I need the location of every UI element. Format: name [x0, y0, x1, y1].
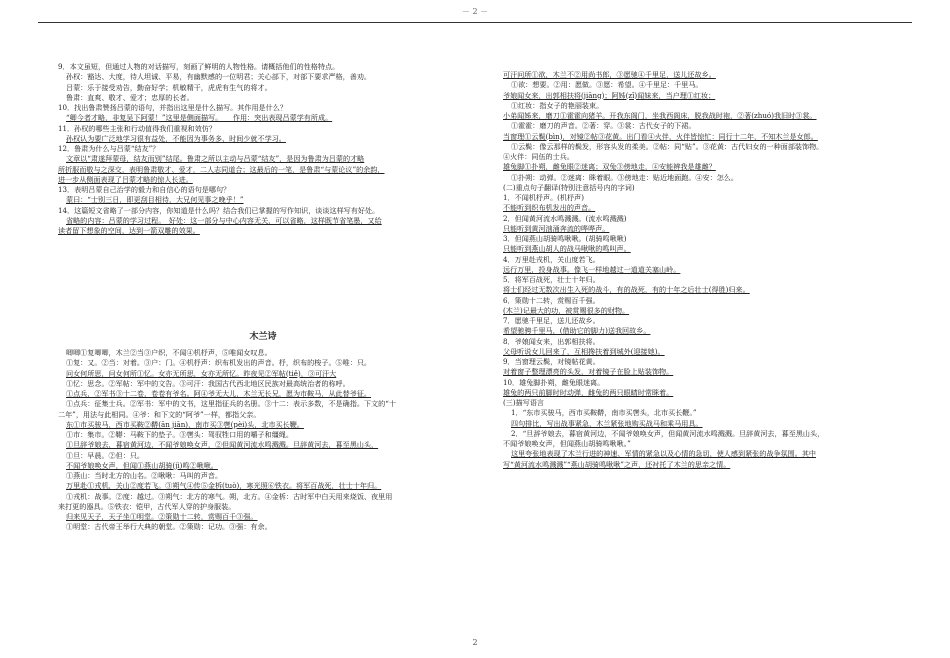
poem-line: 雄兔脚①扑朔，雌兔眼②迷离；双兔③傍地走，④安能辨我是雄雌？ — [503, 162, 716, 172]
answer-14-line1: 省略的内容：吕蒙的学习过程。 好处：这一部分与中心内容无关，可以省略，这样既节省笔墨，又给 — [66, 215, 382, 225]
translation-item: 10．雄兔脚扑朔，雌兔眼迷离。 — [503, 377, 605, 387]
poem-note: 来打更的器具。⑤铁衣：铠甲，古代军人穿的护身服装。 — [58, 501, 236, 511]
poem-line: 唧唧①复唧唧，木兰②当③户织，不闻④机杼声，⑤唯闻女叹息。 — [66, 348, 272, 357]
page-marker: － 2 － — [461, 7, 489, 16]
question-9: 9．本文虽短，但通过人物的对话描写，刻画了鲜明的人物性格。请概括他们的性格特点。 — [58, 62, 340, 71]
answer-9-lusu: 鲁肃：直爽、敬才、爱才；忠厚的长者。 — [66, 92, 194, 102]
poem-line: 可汗问所①欲，木兰不②用尚书郎，③愿驰④千里足，送儿还故乡。 — [503, 70, 716, 79]
translation-item: 8．爷娘闻女来，出郭相扶将。 — [503, 336, 600, 346]
translation-item: 3．但闻燕山胡骑鸣啾啾。(胡骑鸣啾啾) — [503, 234, 627, 243]
description-answer: 四句排比，写出战事紧急，木兰紧张地购买战马和乘马用具。 — [511, 418, 703, 428]
translation-answer: 只能听到黄河汹涌奔流的哗哗声。 — [503, 223, 610, 233]
poem-line: 爷娘闻女来，出郭相扶将(jiāng)；阿姊(zǐ)闻妹来，当户理①红妆； — [503, 90, 716, 100]
left-column — [58, 62, 468, 236]
poem-note: ④火伴：同伍的士兵。 — [503, 152, 574, 161]
poem-line: 问女何所思，问女何所①忆。女亦无所思，女亦无所忆。昨夜见②军帖(tiě)，③可汗大 — [66, 368, 337, 378]
translation-item: 4．万里赴戎机，关山度若飞。 — [503, 254, 600, 264]
description-answer: 写“黄河流水鸣溅溅”“燕山胡骑鸣啾啾”之声，还衬托了木兰的思亲之情。 — [503, 459, 731, 469]
section-heading-translation: (二)重点句子翻译(特别注意括号内的字词) — [503, 182, 635, 192]
answer-11: 孙权认为要广泛地学习很有益处，不能因为事务多、时间少就不学习。 — [66, 133, 286, 143]
description-answer: 这里夸张地表现了木兰行进的神速、军情的紧急以及心情的急切，使人感到紧张的战争氛围。其中 — [511, 449, 817, 459]
section-heading-description: (三)描写语言 — [503, 398, 545, 407]
translation-item: 7．愿驰千里足，送儿还故乡。 — [503, 316, 600, 325]
translation-answer: 希望驰骋千里马，(借助它的脚力)送我回故乡。 — [503, 326, 651, 336]
answer-14-line2: 读者留下想象的空间，达到一箭双雕的效果。 — [58, 226, 200, 235]
question-13: 13．表明吕蒙自己治学的毅力和自信心的语句是哪句？ — [58, 185, 231, 194]
translation-item: 2．但闻黄河流水鸣溅溅。(流水鸣溅溅) — [503, 213, 627, 223]
poem-note: ①霍霍：磨刀的声音。②著：穿。③裳：古代女子的下裙。 — [511, 121, 696, 131]
poem-line: ①旦辞爷娘去，暮宿黄河边，不闻爷娘唤女声，②但闻黄河流水鸣溅溅。旦辞黄河去，暮至黑山头， — [66, 440, 379, 450]
poem-line: 当窗理①云鬓(bìn)，对镜②帖③花黄。出门看④火伴，火伴皆惊忙：同行十二年，不知木兰是女郎。 — [503, 131, 818, 141]
translation-answer: 雄兔的两只前脚时时动弹，雌兔的两只眼睛时常眯着。 — [503, 387, 674, 397]
question-10: 10．找出鲁肃赞扬吕蒙的语句，并指出这里是什么描写。其作用是什么？ — [58, 103, 287, 112]
poem-note: ①点兵：征集士兵。②军书：军中的文书，这里指征兵的名册。③十二：表示多数，不是确指。下文的“十 — [66, 399, 396, 409]
translation-item: 9．当窗理云鬓，对镜帖花黄。 — [503, 357, 600, 366]
poem-note: ①复：又。②当：对着。③户：门。④机杼声：织布机发出的声音。杼，织布的梭子。⑤唯：只。 — [66, 358, 372, 368]
translation-answer: 对着窗子整理漂亮的头发，对着镜子在脸上贴装饰物。 — [503, 367, 674, 377]
question-12: 12．鲁肃为什么与吕蒙“结友”？ — [58, 144, 160, 153]
poem-line: 归来见天子，天子坐①明堂。②策勋十二转，赏赐百千③强。 — [66, 512, 258, 521]
answer-12-line2: 所折服而敬与之深交，表明鲁肃敬才、爱才，二人志同道合；这最后的一笔，是鲁肃“与蒙论议”的余韵， — [58, 164, 385, 174]
poem-note: 二年”，用法与此相同。④爷：和下文的“阿爷”一样，都指父亲。 — [58, 409, 261, 419]
poem-note: ①云鬓：像云那样的鬓发，形容头发的柔美。②帖：同“贴”。③花黄：古代妇女的一种面部装饰物。 — [511, 141, 824, 151]
translation-answer: 只能听到燕山胡人的战马啾啾的鸣叫声。 — [503, 244, 631, 254]
translation-answer: 远行万里，投身战事。像飞一样地越过一道道关塞山岭。 — [503, 264, 681, 274]
answer-12-line1: 文章以“肃遂拜蒙母，结友而别”结尾。鲁肃之所以主动与吕蒙“结友”，是因为鲁肃为吕蒙的才略 — [66, 154, 365, 164]
description-quote: 不闻爷娘唤女声，但闻燕山胡骑鸣啾啾。” — [503, 439, 631, 448]
poem-note: ①戎机：战事。②度：越过。③朔气：北方的寒气。朔，北方。④金柝：古时军中白天用来烧饭、夜里用 — [66, 491, 393, 501]
poem-line: 东①市买骏马，西市买鞍②鞯(ān jiān)，南市买③辔(pèi)头，北市买长鞭。 — [66, 419, 304, 429]
poem-line: 小弟闻姊来，磨刀①霍霍向猪羊。开我东阁门，坐我西阁床，脱我战时袍，②著(zhuó)我旧时③裳。 — [503, 111, 817, 120]
answer-10: “卿今者才略，非复吴下阿蒙！”这里是侧面描写。 作用：突出表现吕蒙学有所成。 — [66, 113, 333, 123]
poem-note: ①市：集市。②鞯：马鞍下的垫子。③辔头：驾驭牲口用的嚼子和缰绳。 — [66, 430, 293, 439]
answer-9-sunquan: 孙权：豁达、大度，待人坦诚、平易，有幽默感的一位明君；关心部下，对部下要求严格，善劝。 — [66, 72, 372, 82]
answer-9-lvmeng: 吕蒙：乐于接受劝告，勤奋好学；机敏精干，虎虎有生气的将才。 — [66, 82, 272, 92]
translation-answer: (木兰)记最大的功，被赏赐很多的财物。 — [503, 305, 630, 315]
poem-note: ①欲：想要。②用：愿做。③愿：希望。④千里足：千里马。 — [511, 80, 703, 90]
poem-note: ①旦：早晨。②但：只。 — [66, 450, 145, 460]
poem-note: ①忆：思念。②军帖：军中的文告。③可汗：我国古代西北地区民族对最高统治者的称呼。 — [66, 378, 350, 388]
poem-title: 木兰诗 — [249, 332, 277, 342]
right-column — [503, 70, 909, 470]
poem-line: 万里赴①戎机，关山②度若飞。③朔气④传⑤金柝(tuò)，寒光照⑥铁衣。将军百战死，壮士十年归。 — [66, 481, 382, 491]
question-11: 11．孙权的哪些主张和行动值得我们重视和效仿？ — [58, 123, 216, 133]
poem-note: ①扑朔：动弹。②迷离：眯着眼。③傍地走：贴近地面跑。④安：怎么。 — [511, 172, 738, 182]
poem-note: ①明堂：古代帝王举行大典的朝堂。②策勋：记功。③强：有余。 — [66, 522, 272, 532]
question-14: 14．这篇短文省略了一部分内容，你知道是什么吗？结合我们已掌握的写作知识，谈谈这样写有好处。 — [58, 205, 380, 215]
description-quote: 1．“东市买骏马，西市买鞍鞯，南市买辔头，北市买长鞭。” — [511, 408, 697, 418]
translation-item: 5．将军百战死，壮士十年归。 — [503, 275, 600, 284]
answer-13: 蒙曰：“士别三日，即更刮目相待，大兄何见事之晚乎！” — [66, 195, 244, 205]
translation-answer: 不能听到织布机发出的声音。 — [503, 203, 596, 213]
poem-line: 不闻爷娘唤女声，但闻①燕山胡骑(jì)鸣②啾啾。 — [66, 460, 218, 470]
translation-item: 6．策勋十二转，赏赐百千强。 — [503, 295, 600, 305]
page-number: 2 — [472, 638, 478, 647]
description-quote: 2．“旦辞爷娘去，暮宿黄河边，不闻爷娘唤女声，但闻黄河流水鸣溅溅。旦辞黄河去，暮至黑山头， — [511, 428, 825, 438]
poem-note: ①红妆：指女子的艳丽装束。 — [511, 100, 604, 110]
translation-answer: 将士们经过无数次出生入死的战斗，有的战死，有的十年之后壮士(得胜)归来。 — [503, 285, 750, 295]
poem-note: ①燕山：当时北方的山名。②啾啾：马叫的声音。 — [66, 471, 223, 480]
poem-line: ①点兵，②军书③十二卷，卷卷有爷名。阿④爷无大儿，木兰无长兄，愿为市鞍马，从此替爷征。 — [66, 389, 372, 398]
poem-section — [58, 348, 468, 533]
translation-answer: 父母听说女儿回来了，互相搀扶着到城外(迎接她)。 — [503, 346, 665, 356]
header-rule — [38, 22, 912, 23]
answer-12-line3: 进一步从侧面表现了吕蒙才略的惊人长进。 — [58, 174, 193, 184]
translation-item: 1．不闻机杼声。(机杼声) — [503, 193, 584, 202]
